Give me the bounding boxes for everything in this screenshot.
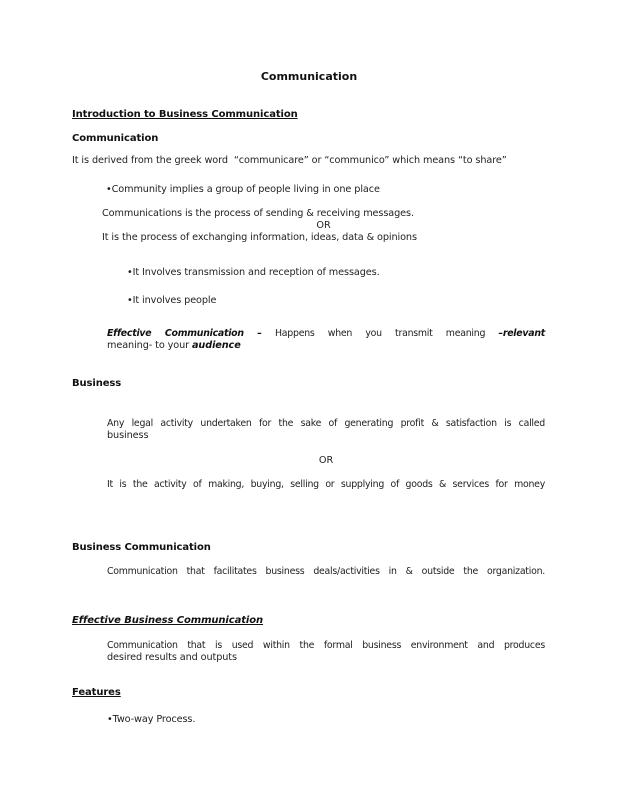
- line-process-sending-receiving: Communications is the process of sending & receiving messages.: [102, 208, 414, 219]
- text-happens-when: Happens when you transmit meaning: [261, 328, 499, 339]
- line-effective-2: [107, 340, 545, 352]
- bullet-two-way-process: •Two-way Process.: [107, 714, 196, 725]
- line-or-2: OR: [318, 455, 334, 466]
- bullet-community: •Community implies a group of people living in one place: [106, 184, 380, 195]
- paragraph-effective-business-communication: [107, 640, 545, 664]
- line-derived-from-greek: It is derived from the greek word “communicare” or “communico” which means “to share”: [72, 155, 507, 166]
- text-audience: audience: [192, 340, 241, 351]
- heading-business: Business: [72, 378, 122, 389]
- paragraph-business-definition: [107, 418, 545, 442]
- line-effective-1: [107, 328, 545, 340]
- bullet-transmission-reception: •It Involves transmission and reception of messages.: [127, 267, 380, 278]
- line-desired-results: desired results and outputs: [107, 652, 237, 663]
- line-or-1: OR: [316, 220, 331, 231]
- heading-communication: Communication: [72, 133, 159, 144]
- bullet-involves-people: •It involves people: [127, 295, 217, 306]
- line-facilitates-deals: Communication that facilitates business deals/activities in & outside the organization.: [107, 566, 545, 577]
- text-meaning-to-your: meaning- to your: [107, 340, 192, 351]
- text-effective-communication-lead: Effective Communication –: [107, 328, 262, 339]
- paragraph-effective-communication: [107, 328, 545, 352]
- doc-title: Communication: [260, 70, 358, 83]
- heading-business-communication: Business Communication: [72, 542, 211, 553]
- paragraph-process-definition: [102, 208, 545, 244]
- heading-intro-to-business-communication: Introduction to Business Communication: [72, 109, 298, 120]
- line-activity-of-making: It is the activity of making, buying, selling or supplying of goods & services for money: [107, 479, 545, 490]
- line-business-word: business: [107, 430, 149, 441]
- line-any-legal-activity: Any legal activity undertaken for the sake of generating profit & satisfaction is called: [107, 418, 545, 429]
- text-relevant: –relevant: [498, 328, 545, 339]
- heading-effective-business-communication: Effective Business Communication: [72, 615, 264, 626]
- line-process-exchanging: It is the process of exchanging information, ideas, data & opinions: [102, 232, 417, 243]
- heading-features: Features: [72, 687, 121, 698]
- line-used-within-formal: Communication that is used within the formal business environment and produces: [107, 640, 545, 651]
